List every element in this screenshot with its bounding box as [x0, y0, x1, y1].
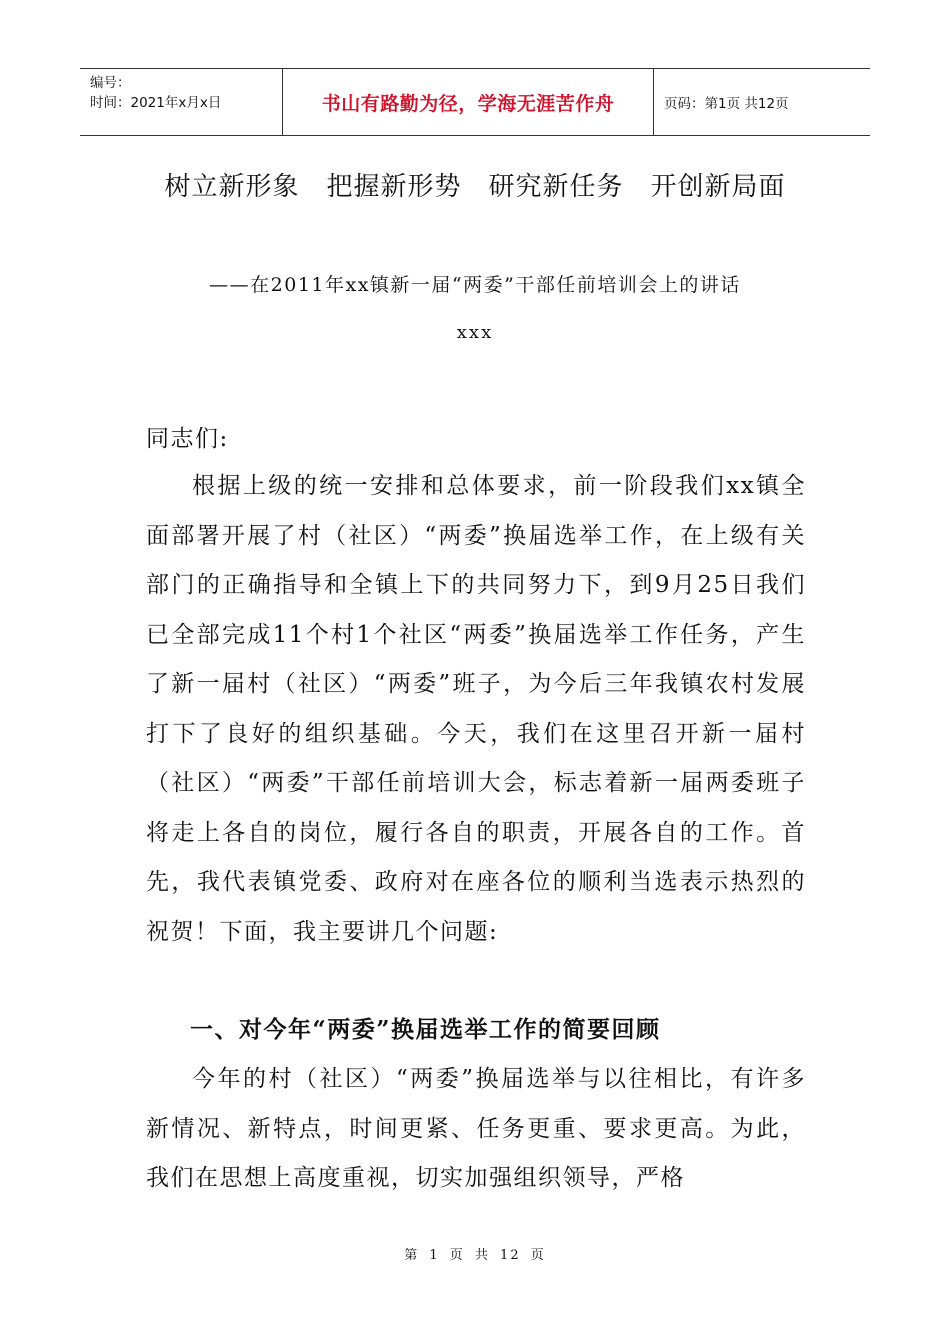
- paragraph-2: 今年的村（社区）“两委”换届选举与以往相比，有许多新情况、新特点，时间更紧、任务更重、要求更高。为此，我们在思想上高度重视，切实加强组织领导，严格: [146, 1066, 806, 1191]
- date-label: 时间：2021年x月x日: [90, 95, 222, 111]
- document-subtitle: ——在2011年xx镇新一届“两委”干部任前培训会上的讲话: [209, 274, 741, 296]
- page-footer: 第 1 页 共 12 页: [404, 1248, 546, 1263]
- greeting: 同志们:: [146, 426, 229, 452]
- header-page-label: 页码：第1页 共12页: [664, 96, 789, 112]
- header-motto: 书山有路勤为径，学海无涯苦作舟: [282, 69, 654, 135]
- document-title: 树立新形象 把握新形势 研究新任务 开创新局面: [164, 172, 786, 202]
- header-meta: [80, 69, 282, 135]
- number-label: 编号：: [90, 75, 131, 91]
- paragraph-1: 根据上级的统一安排和总体要求，前一阶段我们xx镇全面部署开展了村（社区）“两委”换届选举工作，在上级有关部门的正确指导和全镇上下的共同努力下，到9月25日我们已全部完成11个村1个社区“两委”换届选举工作任务，产生了新一届村（社区）“两委”班子，为今后三年我镇农村发展打下了良好的组织基础。今天，我们在这里召开新一届村（社区）“两委”干部任前培训大会，标志着新一届两委班子将走上各自的岗位，履行各自的职责，开展各自的工作。首先，我代表镇党委、政府对在座各位的顺利当选表示热烈的祝贺！下面，我主要讲几个问题:: [146, 473, 806, 945]
- page-header: [80, 68, 870, 136]
- section-1-heading: 一、对今年“两委”换届选举工作的简要回顾: [190, 1016, 661, 1043]
- document-author: xxx: [456, 322, 494, 343]
